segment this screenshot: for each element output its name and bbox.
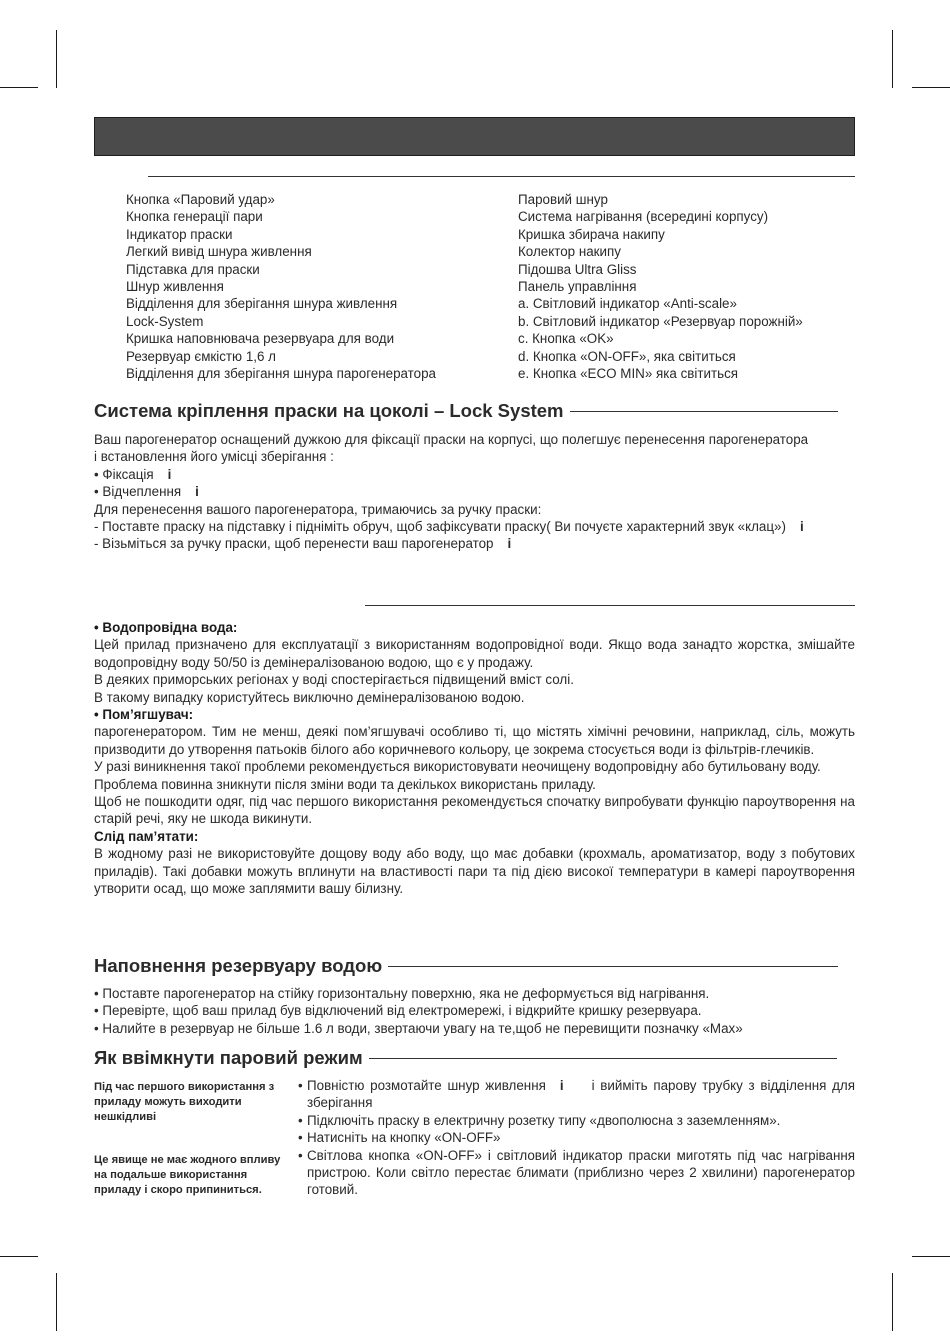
title-rule [369,1058,837,1059]
lock-system-title [94,400,838,422]
disappear-text: Проблема повинна зникнути після зміни води та декількох використань приладу. [94,776,596,792]
first-use-text: Щоб не пошкодити одяг, під час першого використання рекомендується спочатку випробувати функцію пароутворення на старій речі, яку не шкода викинути. [94,794,855,827]
part-item: Відділення для зберігання шнура живлення [126,296,398,312]
part-item: Колектор накипу [518,244,621,260]
steam-step-4: Світлова кнопка «ON-OFF» і світловий індикатор праски миготять під час нагрівання пристрою. Коли світло перестає блимати (приблизно через 2 хвилини) парогенератор готовий. [307,1147,855,1198]
remember-text: В жодному разі не використовуйте дощову воду або воду, що має добавки (крохмаль, ароматизатор, воду з побутових приладів). Такі добавки можуть вплинути на властивості пари та під дією високої температури в камері пароутворення утворити осад, що може заплямити вашу білизну. [94,846,855,897]
part-item: Lock-System [126,313,204,329]
coastal-text: В деяких приморських регіонах у воді спостерігається підвищений вміст солі. [94,672,574,688]
softener-heading: • Пом’ягшувач: [94,707,194,723]
lock-intro-line2: і встановлення його умісці зберігання : [94,449,334,465]
part-item: b. Світловий індикатор «Резервуар порожній» [518,313,803,329]
info-marker: i [507,536,512,552]
part-item: Відділення для зберігання шнура парогенератора [126,366,436,382]
fill-item: • Перевірте, щоб ваш прилад був відключений від електромережі, і відкрийте кришку резервуара. [94,1003,702,1019]
crop-mark [56,1273,57,1331]
part-item: Підставка для праски [126,261,260,277]
title-rule [388,966,838,967]
bullet: • [298,1078,303,1093]
info-marker: i [559,1078,564,1093]
steam-step [298,1112,855,1129]
bullet: • [298,1112,303,1128]
part-item: Шнур живлення [126,279,224,295]
steam-title [94,1047,837,1069]
part-item: c. Кнопка «OK» [518,331,614,347]
side-note-effect: Це явище не має жодного впливу на подальше використання приладу і скоро припиниться. [94,1154,281,1196]
part-item: Кришка збирача накипу [518,226,665,242]
steam-step-1a: Повністю розмотайте шнур живлення [307,1078,546,1093]
bullet: • [298,1130,303,1146]
fill-item: • Поставте парогенератор на стійку горизонтальну поверхню, яка не деформується від нагрівання. [94,986,710,1001]
crop-mark [0,1256,38,1257]
steam-step-3: Натисніть на кнопку «ON-OFF» [307,1130,501,1146]
info-marker: i [167,466,172,482]
remember-heading: Слід пам’ятати: [94,828,199,844]
part-item: Резервуар ємкістю 1,6 л [126,348,276,364]
part-item: Індикатор праски [126,226,233,242]
fill-title-text: Наповнення резервуару водою [94,955,383,976]
water-body [94,619,855,898]
side-note-first-use: Під час першого використання з приладу можуть виходити нешкідливі [94,1081,275,1123]
steam-step [298,1147,855,1199]
fill-title [94,955,838,977]
fill-list [94,985,855,1037]
lock-intro-line1: Ваш парогенератор оснащений дужкою для фіксації праски на корпусі, що полегшує перенесення парогенератора [94,432,809,447]
crop-mark [912,87,950,88]
part-item: e. Кнопка «ECO MIN» яка світиться [518,366,739,382]
tap-water-heading: • Водопровідна вода: [94,620,238,635]
part-item: Легкий вивід шнура живлення [126,244,312,260]
part-item: Кнопка «Паровий удар» [126,192,275,207]
lock-system-body [94,431,855,553]
crop-mark [912,1256,950,1257]
lock-release-item: • Відчеплення i [94,484,199,500]
bullet: • [298,1147,303,1163]
lock-step-2: - Візьміться за ручку праски, щоб перенести ваш парогенератор i [94,536,512,552]
lock-step-1: - Поставте праску на підставку і підніміть обруч, щоб зафіксувати праску( Ви почуєте характерний звук «клац») i [94,519,804,535]
demineralized-text: В такому випадку користуйтесь виключно демінералізованою водою. [94,689,525,705]
crop-mark [0,87,38,88]
part-item: Система нагрівання (всередині корпусу) [518,209,769,225]
steam-step [298,1077,855,1112]
info-marker: i [195,484,199,500]
part-item: Підошва Ultra Gliss [518,261,637,277]
part-item: Паровий шнур [518,192,608,207]
crop-mark [892,30,893,88]
part-item: d. Кнопка «ON-OFF», яка світиться [518,348,736,364]
steam-step [298,1129,855,1146]
steam-steps [298,1077,855,1199]
part-item: Панель управління [518,279,637,295]
fill-item: • Налийте в резервуар не більше 1.6 л води, звертаючи увагу на те,щоб не перевищити позначку «Max» [94,1020,743,1036]
parts-list-left [126,191,436,382]
tap-water-text: Цей прилад призначено для експлуатації з використанням водопровідної води. Якщо вода занадто жорстка, змішайте водопровідну воду 50/50 із демінералізованою водою, що є у продажу. [94,637,855,670]
steam-step-2: Підключіть праску в електричну розетку типу «двополюсна з заземленням». [307,1112,781,1128]
info-marker: i [799,519,804,535]
steam-step-1b: і вийміть парову трубку з відділення для зберігання [307,1078,855,1111]
header-bar [94,117,855,156]
lock-fix-item: • Фіксація i [94,466,172,482]
softener-text: парогенератором. Тим не менш, деякі пом’ягшувачі особливо ті, що містять хімічні речовини, наприклад, сіль, можуть призводити до утворення патьоків білого або коричневого кольору, це зокрема стосується води із фільтрів-глечиків. [94,724,855,757]
part-item: a. Світловий індикатор «Anti-scale» [518,296,737,312]
header-rule [148,176,855,177]
crop-mark [56,30,57,88]
parts-list-right [518,191,803,382]
lock-carry-text: Для перенесення вашого парогенератора, тримаючись за ручку праски: [94,501,542,517]
title-rule [570,411,838,412]
steam-title-text: Як ввімкнути паровий режим [94,1047,363,1068]
crop-mark [892,1273,893,1331]
problem-text: У разі виникнення такої проблеми рекомендується використовувати неочищену водопровідну або бутильовану воду. [94,759,821,775]
part-item: Кнопка генерації пари [126,209,263,225]
part-item: Кришка наповнювача резервуара для води [126,331,395,347]
lock-system-title-text: Система кріплення праски на цоколі – Lock System [94,400,564,421]
water-section-rule [365,605,855,606]
